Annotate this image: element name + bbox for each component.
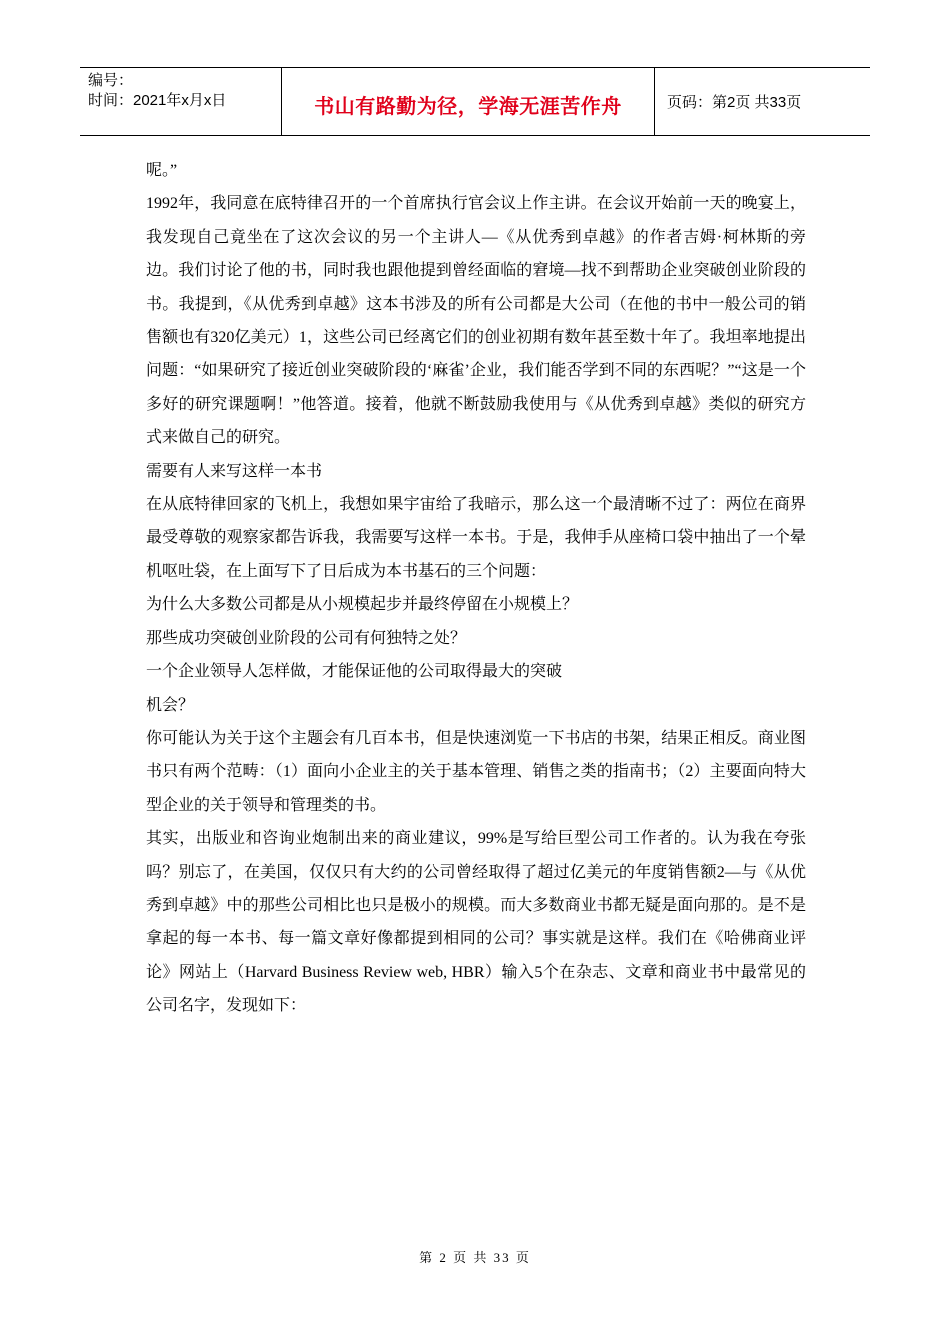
question-item: 为什么大多数公司都是从小规模起步并最终停留在小规模上？ bbox=[146, 596, 579, 614]
header-left-cell bbox=[80, 68, 282, 135]
paragraph: 呢。” bbox=[146, 162, 178, 179]
question-item-continuation: 机会？ bbox=[146, 696, 195, 714]
section-heading: 需要有人来写这样一本书 bbox=[146, 462, 323, 480]
paragraph: 在从底特律回家的飞机上，我想如果宇宙给了我暗示，那么这一个最清晰不过了：两位在商界最受尊敬的观察家都告诉我，我需要写这样一本书。于是，我伸手从座椅口袋中抽出了一个晕机呕吐袋，在上面写下了日后成为本书基石的三个问题： bbox=[146, 496, 806, 580]
question-item: 一个企业领导人怎样做，才能保证他的公司取得最大的突破 bbox=[146, 663, 563, 681]
header-motto-cell bbox=[282, 68, 655, 135]
page-footer: 第 2 页 共 33 页 bbox=[419, 1250, 531, 1265]
header-page-cell bbox=[655, 68, 870, 135]
paragraph: 1992年，我同意在底特律召开的一个首席执行官会议上作主讲。在会议开始前一天的晚宴上，我发现自己竟坐在了这次会议的另一个主讲人—《从优秀到卓越》的作者吉姆·柯林斯的旁边。我们讨论了他的书，同时我也跟他提到曾经面临的窘境—找不到帮助企业突破创业阶段的书。我提到，《从优秀到卓越》这本书涉及的所有公司都是大公司（在他的书中一般公司的销售额也有320亿美元）1，这些公司已经离它们的创业初期有数年甚至数十年了。我坦率地提出问题：“如果研究了接近创业突破阶段的‘麻雀’企业，我们能否学到不同的东西呢？”“这是一个多好的研究课题啊！”他答道。接着，他就不断鼓励我使用与《从优秀到卓越》类似的研究方式来做自己的研究。 bbox=[146, 195, 806, 447]
paragraph: 其实，出版业和咨询业炮制出来的商业建议，99%是写给巨型公司工作者的。认为我在夸张吗？别忘了，在美国，仅仅只有大约的公司曾经取得了超过亿美元的年度销售额2—与《从优秀到卓越》中的那些公司相比也只是极小的规模。而大多数商业书都无疑是面向那的。是不是拿起的每一本书、每一篇文章好像都提到相同的公司？事实就是这样。我们在《哈佛商业评论》网站上（Harvard Business Review web, HBR）输入5个在杂志、文章和商业书中最常见的公司名字，发现如下： bbox=[146, 830, 806, 1015]
header-page-info: 页码：第2页 共33页 bbox=[667, 94, 802, 111]
header-table bbox=[80, 67, 870, 136]
question-item: 那些成功突破创业阶段的公司有何独特之处？ bbox=[146, 629, 467, 647]
paragraph: 你可能认为关于这个主题会有几百本书，但是快速浏览一下书店的书架，结果正相反。商业图书只有两个范畴：（1）面向小企业主的关于基本管理、销售之类的指南书；（2）主要面向特大型企业的关于领导和管理类的书。 bbox=[146, 729, 806, 814]
document-code-label: 编号： bbox=[88, 72, 134, 89]
document-body bbox=[146, 154, 806, 1023]
document-date: 时间：2021年x月x日 bbox=[88, 92, 227, 109]
header-motto: 书山有路勤为径，学海无涯苦作舟 bbox=[314, 94, 622, 118]
